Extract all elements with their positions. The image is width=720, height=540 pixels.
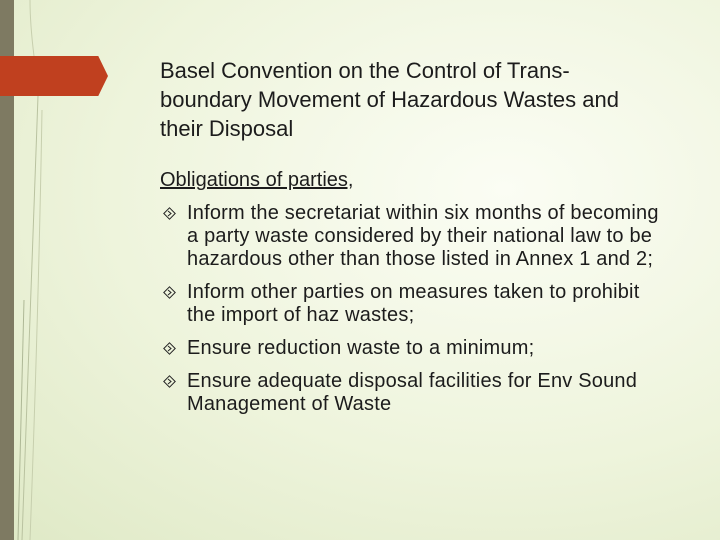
diamond-arrow-icon bbox=[160, 281, 187, 304]
bullet-item bbox=[160, 337, 660, 360]
bullet-text: Inform the secretariat within six months of becoming a party waste considered by their national law to be hazardous other than those listed in Annex 1 and 2; bbox=[187, 202, 659, 270]
diamond-arrow-icon bbox=[160, 337, 187, 360]
diamond-arrow-icon bbox=[160, 370, 187, 393]
diamond-arrow-icon bbox=[160, 202, 187, 225]
title-accent-tab bbox=[0, 56, 108, 96]
bullet-item bbox=[160, 370, 660, 416]
slide-title: Basel Convention on the Control of Trans-boundary Movement of Hazardous Wastes and their Disposal bbox=[160, 58, 619, 141]
bullet-item bbox=[160, 202, 660, 271]
slide-content bbox=[160, 169, 660, 416]
bullet-text: Inform other parties on measures taken to prohibit the import of haz wastes; bbox=[187, 281, 640, 326]
bullet-text: Ensure adequate disposal facilities for Env Sound Management of Waste bbox=[187, 370, 638, 415]
bullet-item bbox=[160, 281, 660, 327]
bullet-text: Ensure reduction waste to a minimum; bbox=[187, 337, 535, 359]
section-heading: Obligations of parties, bbox=[160, 169, 354, 191]
